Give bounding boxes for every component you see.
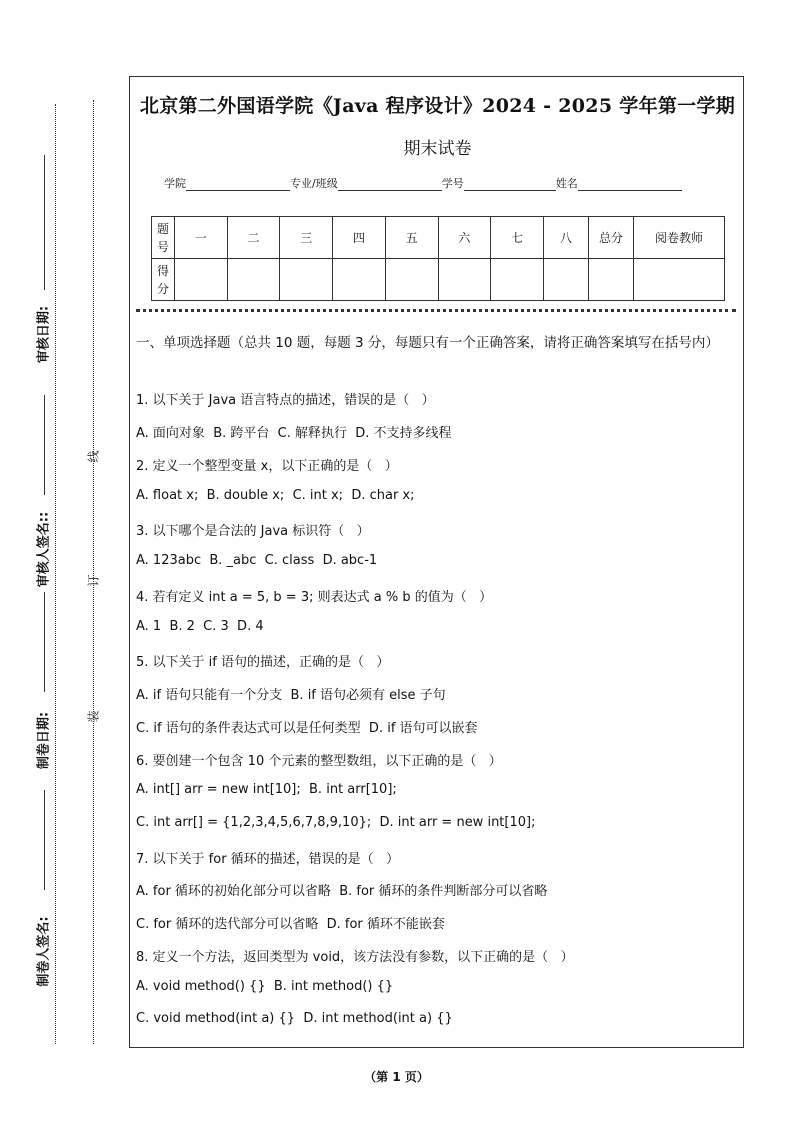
col-total: 总分	[589, 217, 634, 259]
exam-frame	[129, 76, 744, 1048]
score-cell-grader[interactable]	[634, 259, 725, 301]
question-6-options-ab: A. int[] arr = new int[10]; B. int arr[10];	[136, 782, 397, 797]
question-2-options: A. float x; B. double x; C. int x; D. char x;	[136, 488, 415, 503]
question-6: 6. 要创建一个包含 10 个元素的整型数组，以下正确的是（ ）	[136, 754, 502, 769]
student-id-label: 学号	[441, 177, 464, 190]
question-8-options-ab: A. void method() {} B. int method() {}	[136, 979, 394, 994]
bind-char-zhuang: 装	[86, 710, 101, 723]
col-5: 五	[385, 217, 438, 259]
col-6: 六	[438, 217, 491, 259]
question-5-options-ab: A. if 语句只能有一个分支 B. if 语句必须有 else 子句	[136, 688, 446, 703]
bind-char-xian: 线	[86, 450, 101, 463]
name-label: 姓名	[555, 177, 578, 190]
question-5-options-cd: C. if 语句的条件表达式可以是任何类型 D. if 语句可以嵌套	[136, 721, 478, 736]
make-date-label: 制卷日期:	[36, 711, 52, 770]
question-2: 2. 定义一个整型变量 x，以下正确的是（ ）	[136, 459, 398, 474]
question-7: 7. 以下关于 for 循环的描述，错误的是（ ）	[136, 852, 400, 867]
score-cell-8[interactable]	[544, 259, 589, 301]
name-field[interactable]	[578, 178, 682, 191]
question-3: 3. 以下哪个是合法的 Java 标识符（ ）	[136, 524, 370, 539]
question-7-options-ab: A. for 循环的初始化部分可以省略 B. for 循环的条件判断部分可以省略	[136, 884, 548, 899]
score-cell-total[interactable]	[589, 259, 634, 301]
question-8-options-cd: C. void method(int a) {} D. int method(int a) {}	[136, 1011, 453, 1026]
margin-dotted-line-left	[55, 104, 56, 1044]
make-date-line	[44, 592, 45, 692]
col-8: 八	[544, 217, 589, 259]
col-3: 三	[280, 217, 333, 259]
question-number-label: 题号	[152, 217, 175, 259]
score-cell-2[interactable]	[227, 259, 280, 301]
maker-sign-line	[44, 790, 45, 890]
page-number: （第 1 页）	[364, 1070, 429, 1084]
review-date-label: 审核日期:	[36, 305, 52, 364]
score-label: 得分	[152, 259, 175, 301]
college-label: 学院	[164, 177, 186, 190]
question-5: 5. 以下关于 if 语句的描述，正确的是（ ）	[136, 655, 390, 670]
question-8: 8. 定义一个方法，返回类型为 void，该方法没有参数，以下正确的是（ ）	[136, 950, 574, 965]
score-table-header-row	[152, 217, 725, 259]
score-cell-5[interactable]	[385, 259, 438, 301]
score-cell-7[interactable]	[491, 259, 544, 301]
score-cell-1[interactable]	[175, 259, 228, 301]
col-grader: 阅卷教师	[634, 217, 725, 259]
score-table-score-row	[152, 259, 725, 301]
score-cell-4[interactable]	[333, 259, 386, 301]
question-4-options: A. 1 B. 2 C. 3 D. 4	[136, 619, 264, 634]
major-class-label: 专业/班级	[290, 177, 338, 190]
margin-dotted-line-right	[93, 100, 94, 1044]
question-3-options: A. 123abc B. _abc C. class D. abc-1	[136, 553, 378, 568]
question-1-options: A. 面向对象 B. 跨平台 C. 解释执行 D. 不支持多线程	[136, 426, 452, 441]
bind-char-ding: 订	[86, 574, 101, 587]
col-1: 一	[175, 217, 228, 259]
score-cell-3[interactable]	[280, 259, 333, 301]
college-field[interactable]	[186, 178, 290, 191]
reviewer-sign-label: 审核人签名::	[36, 511, 52, 588]
col-4: 四	[333, 217, 386, 259]
score-table	[151, 216, 725, 301]
review-date-line	[44, 155, 45, 290]
separator-dotted-line	[136, 309, 736, 312]
student-info-row	[164, 175, 682, 191]
student-id-field[interactable]	[464, 178, 556, 191]
reviewer-sign-line	[44, 395, 45, 495]
major-class-field[interactable]	[338, 178, 442, 191]
section-title: 一、单项选择题（总共 10 题，每题 3 分，每题只有一个正确答案，请将正确答案填写在括号内）	[136, 335, 719, 351]
exam-subtitle: 期末试卷	[403, 139, 472, 159]
question-7-options-cd: C. for 循环的迭代部分可以省略 D. for 循环不能嵌套	[136, 917, 445, 932]
question-1: 1. 以下关于 Java 语言特点的描述，错误的是（ ）	[136, 393, 435, 408]
col-7: 七	[491, 217, 544, 259]
question-6-options-cd: C. int arr[] = {1,2,3,4,5,6,7,8,9,10}; D. int arr = new int[10];	[136, 815, 536, 830]
score-cell-6[interactable]	[438, 259, 491, 301]
exam-title: 北京第二外国语学院《Java 程序设计》2024 - 2025 学年第一学期	[139, 95, 736, 117]
col-2: 二	[227, 217, 280, 259]
question-4: 4. 若有定义 int a = 5, b = 3; 则表达式 a % b 的值为（ ）	[136, 590, 493, 605]
maker-sign-label: 制卷人签名:	[36, 916, 52, 987]
